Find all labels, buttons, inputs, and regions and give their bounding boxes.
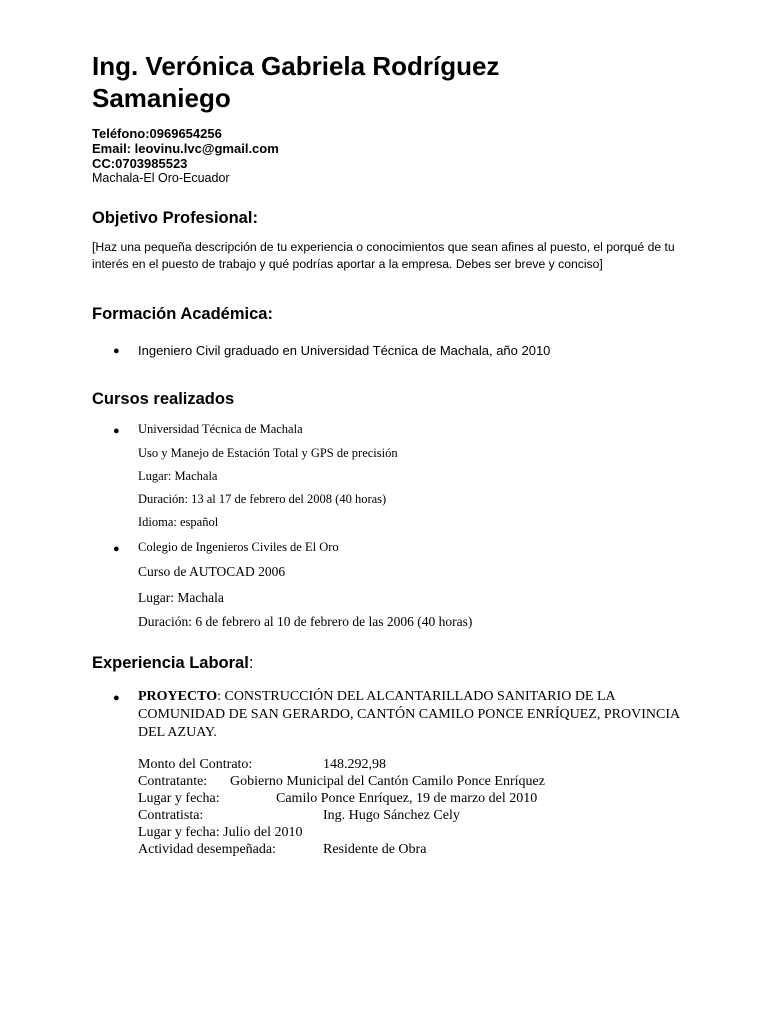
course-line: Lugar: Machala xyxy=(138,590,224,605)
course-line: Duración: 13 al 17 de febrero del 2008 (40 horas) xyxy=(138,492,387,506)
education-heading: Formación Académica: xyxy=(92,305,273,323)
experience-heading-text: Experiencia Laboral xyxy=(92,654,249,672)
course-line: Uso y Manejo de Estación Total y GPS de precisión xyxy=(138,446,398,460)
experience-heading xyxy=(92,654,253,673)
name-line-1: Ing. Verónica Gabriela Rodríguez xyxy=(92,51,500,81)
detail-value: Residente de Obra xyxy=(323,842,427,857)
detail-label: Monto del Contrato: xyxy=(138,757,253,772)
location-text: Machala-El Oro-Ecuador xyxy=(92,171,230,185)
detail-label: Lugar y fecha: Julio del 2010 xyxy=(138,825,303,840)
name-line-2: Samaniego xyxy=(92,83,231,113)
bullet-icon: ● xyxy=(113,692,120,704)
detail-label: Lugar y fecha: xyxy=(138,791,220,806)
detail-value: 148.292,98 xyxy=(323,757,386,772)
course-line: Lugar: Machala xyxy=(138,469,218,483)
project-text: : CONSTRUCCIÓN DEL ALCANTARILLADO SANITARIO DE LA COMUNIDAD DE SAN GERARDO, CANTÓN CAMILO PONCE ENRÍQUEZ, PROVINCIA DEL AZUAY. xyxy=(138,689,680,740)
experience-heading-colon: : xyxy=(248,654,254,672)
detail-label: Contratista: xyxy=(138,808,204,823)
cc-text: CC:0703985523 xyxy=(92,156,188,171)
objective-heading: Objetivo Profesional: xyxy=(92,209,258,227)
course-line: Idioma: español xyxy=(138,515,219,529)
education-item: Ingeniero Civil graduado en Universidad Técnica de Machala, año 2010 xyxy=(138,343,551,358)
phone-text: Teléfono:0969654256 xyxy=(92,126,222,141)
bullet-icon: ● xyxy=(113,543,120,555)
bullet-icon: ● xyxy=(113,345,120,357)
detail-value: Camilo Ponce Enríquez, 19 de marzo del 2010 xyxy=(276,791,538,806)
detail-value: Ing. Hugo Sánchez Cely xyxy=(323,808,460,823)
detail-label: Actividad desempeñada: xyxy=(138,842,277,857)
page-title xyxy=(92,50,499,114)
email-text: Email: leovinu.lvc@gmail.com xyxy=(92,141,279,156)
course-institution: Colegio de Ingenieros Civiles de El Oro xyxy=(138,540,339,554)
detail-label: Contratante: xyxy=(138,774,208,789)
course-line: Curso de AUTOCAD 2006 xyxy=(138,564,286,579)
course-line: Duración: 6 de febrero al 10 de febrero de las 2006 (40 horas) xyxy=(138,614,473,629)
objective-text: [Haz una pequeña descripción de tu experiencia o conocimientos que sean afines al puesto, el porqué de tu interés en el puesto de trabajo y qué podrías aportar a la empresa. Debes ser breve y conciso] xyxy=(92,240,675,271)
courses-heading: Cursos realizados xyxy=(92,390,235,408)
project-description xyxy=(138,688,698,742)
project-label: PROYECTO xyxy=(138,689,218,704)
course-institution: Universidad Técnica de Machala xyxy=(138,422,303,436)
detail-value: Gobierno Municipal del Cantón Camilo Ponce Enríquez xyxy=(230,774,545,789)
bullet-icon: ● xyxy=(113,425,120,437)
